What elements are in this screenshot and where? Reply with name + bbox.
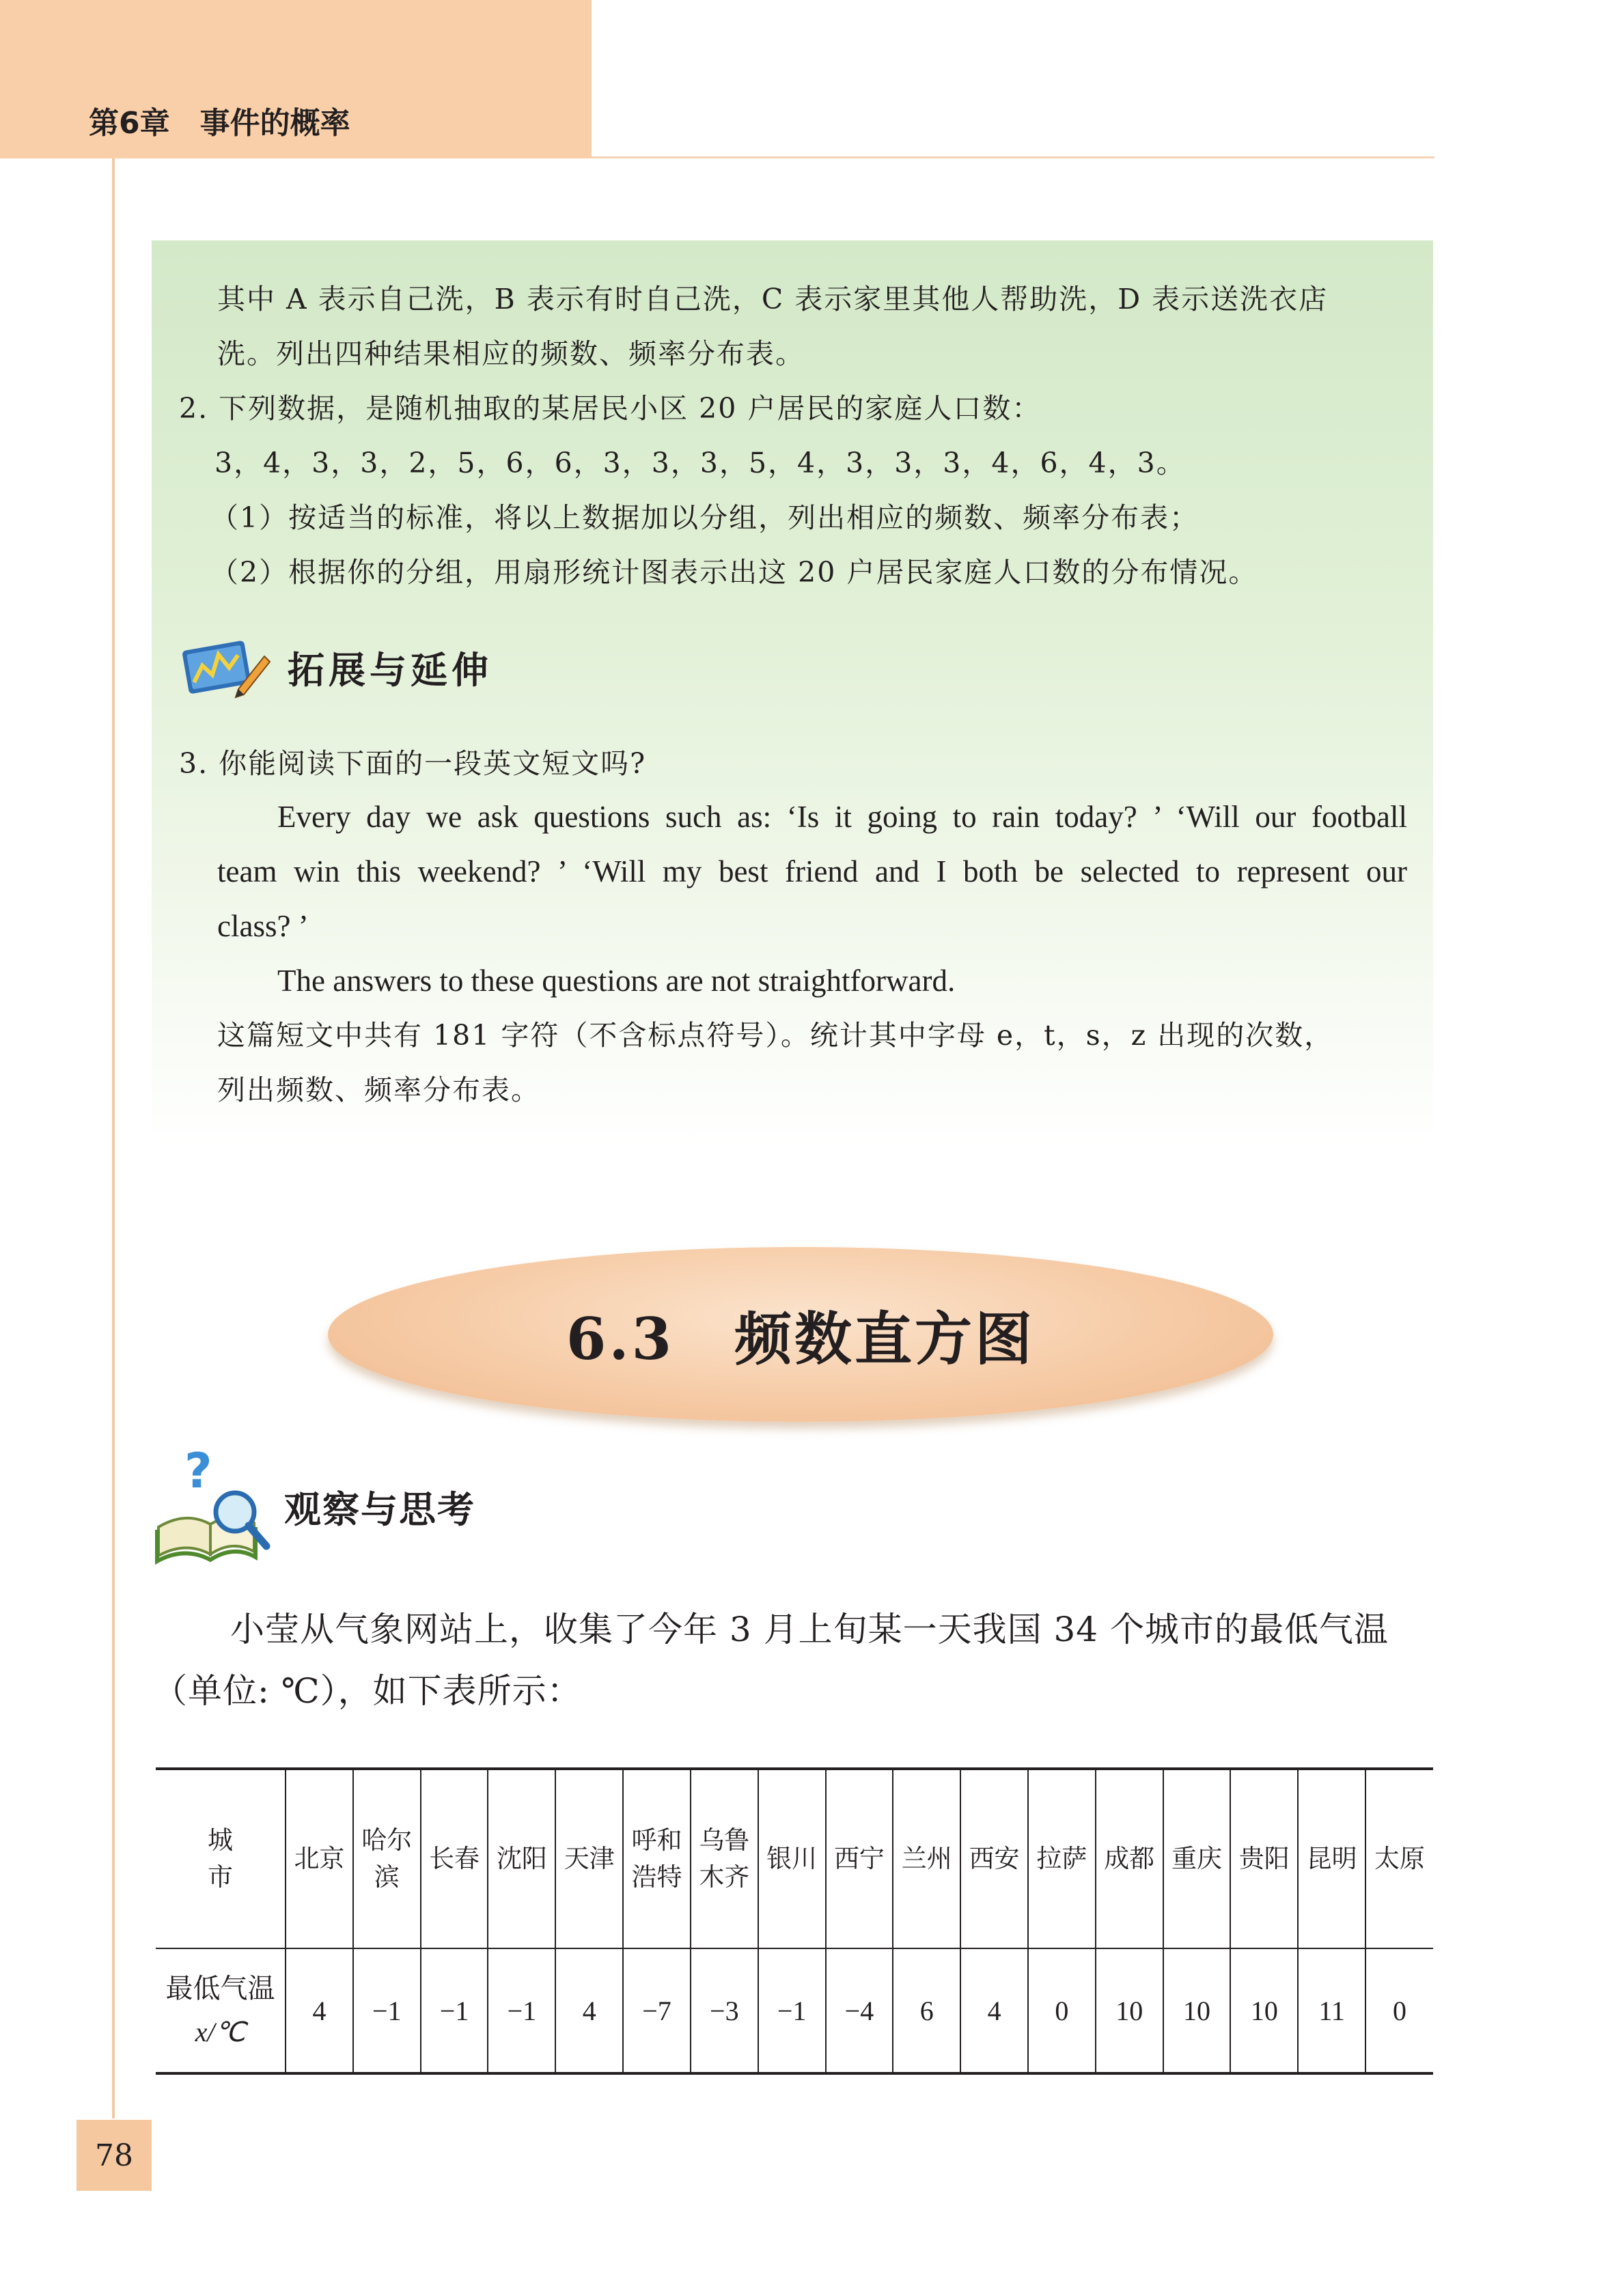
data-list: 3，4，3，3，2，5，6，6，3，3，3，5，4，3，3，3，4，6，4，3。 — [214, 447, 1186, 479]
temp-cell: 10 — [1163, 1948, 1231, 2073]
temp-cell: −1 — [488, 1948, 555, 2073]
header-rule — [592, 156, 1434, 158]
question-3: 3. 你能阅读下面的一段英文短文吗? — [179, 747, 647, 780]
temp-cell: 4 — [555, 1948, 623, 2073]
temp-cell: −3 — [691, 1948, 758, 2073]
city-cell: 天津 — [555, 1769, 623, 1948]
city-cell: 兰州 — [893, 1769, 960, 1948]
page-number: 78 — [77, 2120, 152, 2191]
chapter-title: 第6章 事件的概率 — [89, 106, 350, 141]
intro-line: （单位: ℃），如下表所示： — [153, 1671, 582, 1711]
chart-pencil-icon — [181, 636, 271, 699]
temp-cell: −1 — [353, 1948, 421, 2073]
row-header-city: 城 市 — [156, 1769, 286, 1948]
temp-cell: −7 — [623, 1948, 691, 2073]
temp-cell: 4 — [286, 1948, 353, 2073]
city-cell: 拉萨 — [1028, 1769, 1096, 1948]
temp-cell: 0 — [1365, 1948, 1433, 2073]
city-cell: 沈阳 — [488, 1769, 555, 1948]
city-cell: 长春 — [421, 1769, 488, 1948]
temp-cell: 11 — [1298, 1948, 1365, 2073]
city-cell: 银川 — [758, 1769, 826, 1948]
city-cell: 呼和 浩特 — [623, 1769, 691, 1948]
city-cell: 昆明 — [1298, 1769, 1365, 1948]
city-cell: 重庆 — [1163, 1769, 1231, 1948]
observe-title: 观察与思考 — [284, 1487, 475, 1531]
intro-line: 小莹从气象网站上，收集了今年 3 月上旬某一天我国 34 个城市的最低气温 — [195, 1610, 1389, 1649]
margin-rule — [112, 158, 115, 2118]
svg-text:?: ? — [184, 1445, 212, 1499]
temp-cell: 4 — [960, 1948, 1028, 2073]
temperature-table — [156, 1767, 1433, 2075]
english-line: team win this weekend? ’ ‘Will my best friend and I both be selected to represent our — [217, 854, 1407, 888]
english-line: class? ’ — [217, 909, 309, 943]
section-title-oval — [328, 1247, 1273, 1422]
city-cell: 太原 — [1365, 1769, 1433, 1948]
city-cell: 乌鲁 木齐 — [691, 1769, 758, 1948]
exercise-line: 2. 下列数据，是随机抽取的某居民小区 20 户居民的家庭人口数： — [179, 392, 1042, 425]
temp-cell: −1 — [421, 1948, 488, 2073]
temp-cell: −1 — [758, 1948, 826, 2073]
row-header-temp: 最低气温 x/℃ — [165, 1973, 275, 2047]
english-line: Every day we ask questions such as: ‘Is it going to rain today? ’ ‘Will our football — [277, 800, 1407, 834]
temp-cell: 10 — [1096, 1948, 1163, 2073]
temp-cell: 10 — [1230, 1948, 1298, 2073]
city-cell: 北京 — [286, 1769, 353, 1948]
temp-cell: 6 — [893, 1948, 960, 2073]
extension-heading — [181, 636, 493, 698]
section-title: 6.3 频数直方图 — [566, 1304, 1036, 1373]
exercise-line: 洗。列出四种结果相应的频数、频率分布表。 — [217, 337, 805, 370]
observe-heading — [152, 1445, 475, 1568]
english-line: The answers to these questions are not straightforward. — [277, 964, 956, 998]
exercise-line: 其中 A 表示自己洗，B 表示有时自己洗，C 表示家里其他人帮助洗，D 表示送洗衣店 — [217, 283, 1329, 316]
book-magnifier-icon — [152, 1445, 275, 1568]
city-row — [156, 1769, 1433, 1948]
city-cell: 贵阳 — [1230, 1769, 1298, 1948]
temperature-row — [156, 1948, 1433, 2073]
temp-cell: 0 — [1028, 1948, 1096, 2073]
city-cell: 成都 — [1096, 1769, 1163, 1948]
city-cell: 西安 — [960, 1769, 1028, 1948]
exercise-line: 这篇短文中共有 181 字符（不含标点符号）。统计其中字母 e，t，s，z 出现的次数， — [217, 1019, 1334, 1052]
exercise-line: 列出频数、频率分布表。 — [217, 1074, 540, 1106]
exercise-line: （1）按适当的标准，将以上数据加以分组，列出相应的频数、频率分布表； — [210, 501, 1199, 534]
exercise-line: （2）根据你的分组，用扇形统计图表示出这 20 户居民家庭人口数的分布情况。 — [210, 556, 1258, 589]
temp-cell: −4 — [826, 1948, 893, 2073]
city-cell: 西宁 — [826, 1769, 893, 1948]
extension-title: 拓展与延伸 — [288, 647, 493, 692]
city-cell: 哈尔 滨 — [353, 1769, 421, 1948]
